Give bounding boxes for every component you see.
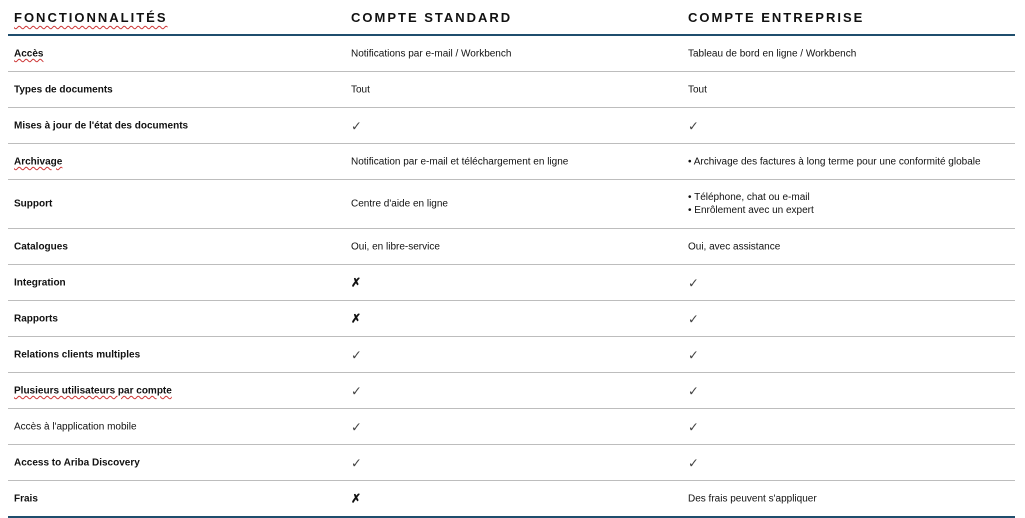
checkmark-icon: ✓ [688, 118, 699, 133]
checkmark-icon: ✓ [688, 419, 699, 434]
table-row [8, 337, 1015, 373]
table-body [8, 36, 1015, 518]
checkmark-icon: ✓ [351, 383, 362, 398]
standard-value: Tout [351, 84, 370, 95]
enterprise-value: Tableau de bord en ligne / Workbench [688, 48, 857, 59]
checkmark-icon: ✓ [351, 419, 362, 434]
checkmark-icon: ✓ [688, 455, 699, 470]
standard-value: Centre d'aide en ligne [351, 198, 448, 210]
table-row [8, 144, 1015, 180]
table-row [8, 445, 1015, 481]
cross-icon: ✗ [351, 311, 362, 325]
feature-label: Integration [14, 277, 66, 288]
checkmark-icon: ✓ [351, 455, 362, 470]
table-row [8, 301, 1015, 337]
feature-label: Plusieurs utilisateurs par compte [14, 385, 172, 396]
checkmark-icon: ✓ [688, 275, 699, 290]
table-row [8, 36, 1015, 72]
enterprise-value-line: • Enrôlement avec un expert [688, 205, 814, 216]
checkmark-icon: ✓ [351, 118, 362, 133]
table-row [8, 229, 1015, 265]
feature-label: Accès à l'application mobile [14, 421, 137, 432]
standard-value: Notifications par e-mail / Workbench [351, 48, 512, 59]
feature-label: Types de documents [14, 84, 113, 95]
cross-icon: ✗ [351, 491, 362, 505]
table-header [8, 0, 1015, 36]
feature-label: Accès [14, 48, 44, 59]
enterprise-value-list [688, 191, 814, 217]
header-standard-account: COMPTE STANDARD [351, 10, 513, 25]
cross-icon: ✗ [351, 275, 362, 289]
checkmark-icon: ✓ [688, 311, 699, 326]
table-row [8, 409, 1015, 445]
standard-value: Notification par e-mail et téléchargement en ligne [351, 156, 569, 167]
feature-label: Relations clients multiples [14, 349, 141, 360]
standard-value: Oui, en libre-service [351, 241, 440, 252]
feature-label: Mises à jour de l'état des documents [14, 120, 189, 131]
enterprise-value: Des frais peuvent s'appliquer [688, 493, 817, 504]
checkmark-icon: ✓ [351, 347, 362, 362]
table-row [8, 373, 1015, 409]
feature-label: Catalogues [14, 241, 68, 252]
checkmark-icon: ✓ [688, 347, 699, 362]
table-row [8, 265, 1015, 301]
checkmark-icon: ✓ [688, 383, 699, 398]
header-enterprise-account: COMPTE ENTREPRISE [688, 10, 865, 25]
table-row [8, 108, 1015, 144]
enterprise-value: Oui, avec assistance [688, 241, 781, 252]
enterprise-value: • Archivage des factures à long terme pour une conformité globale [688, 156, 981, 167]
table-row [8, 180, 1015, 229]
enterprise-value-line: • Téléphone, chat ou e-mail [688, 192, 810, 203]
feature-label: Archivage [14, 156, 63, 167]
table-row [8, 481, 1015, 518]
feature-label: Access to Ariba Discovery [14, 457, 140, 468]
feature-label: Frais [14, 493, 38, 504]
table-row [8, 72, 1015, 108]
feature-label: Support [14, 198, 53, 210]
header-features: FONCTIONNALITÉS [14, 10, 168, 25]
enterprise-value: Tout [688, 84, 707, 95]
feature-label: Rapports [14, 313, 58, 324]
